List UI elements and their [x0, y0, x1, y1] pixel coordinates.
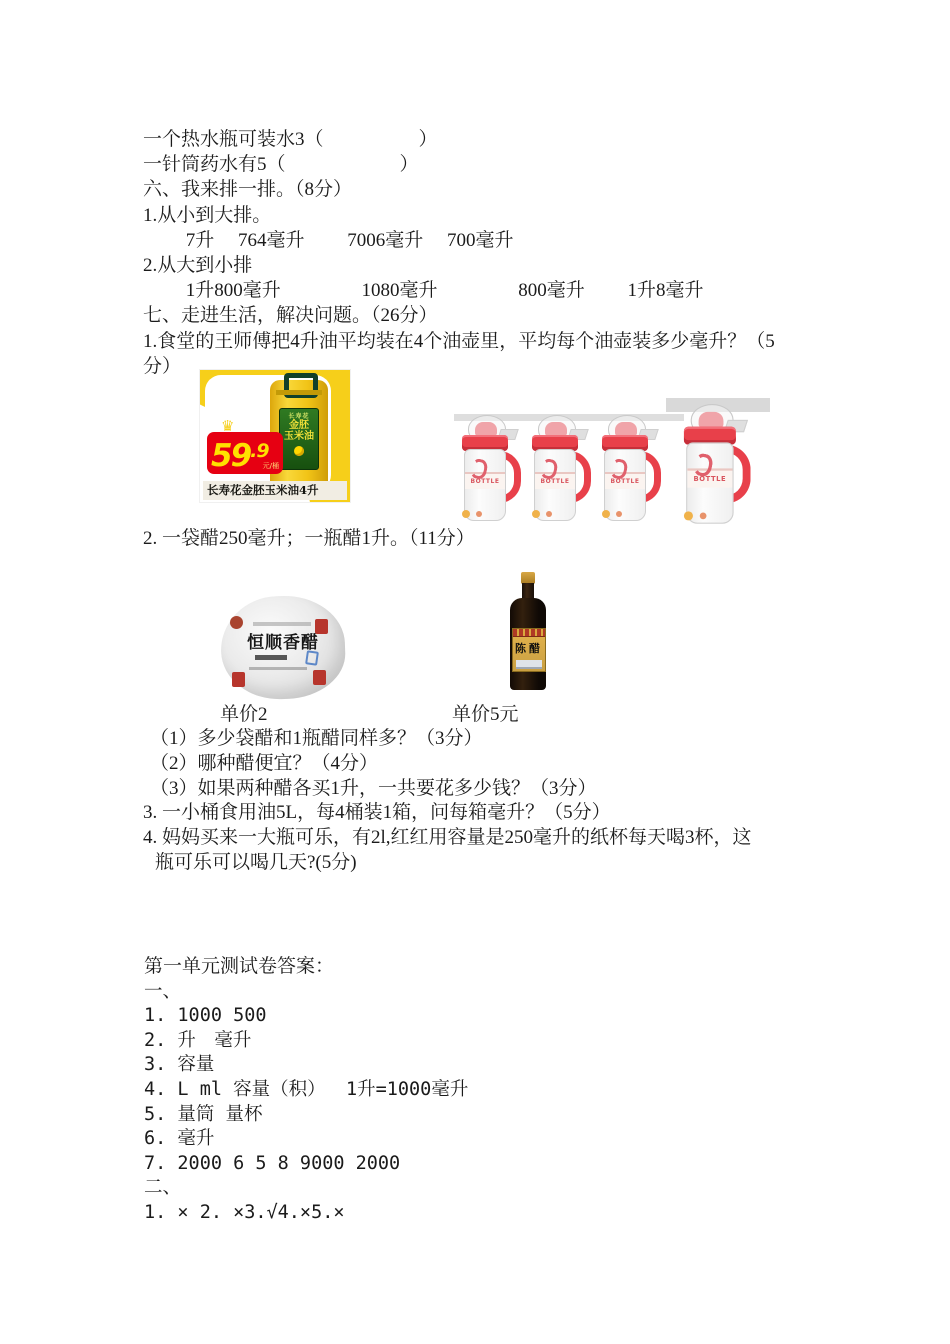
pot-label: BOTTLE: [535, 472, 575, 489]
question2-sub1: （1）多少袋醋和1瓶醋同样多？（3分）: [150, 728, 483, 749]
pot-label: BOTTLE: [687, 468, 732, 487]
answer-line: 二、: [144, 1177, 182, 1199]
price-unit: 元/桶: [262, 462, 279, 470]
answer-line: 4. L ml 容量（积） 1升=1000毫升: [144, 1078, 469, 1100]
bag-stamp: [313, 670, 326, 685]
answer-line: 6. 毫升: [144, 1128, 215, 1150]
oil-label-line2: 玉米油: [284, 431, 314, 442]
question1-line1: 1.食堂的王师傅把4升油平均装在4个油壶里，平均每个油壶装多少毫升？（5: [143, 330, 775, 352]
price-decimal: .9: [250, 440, 269, 462]
oil-bottle-label: [279, 408, 319, 470]
fill-blank-line-thermos: 一个热水瓶可装水3（ ）: [143, 129, 438, 150]
vinegar-bottle-image: [505, 572, 551, 692]
bottle-label: [512, 628, 546, 672]
oil-pot-illustration: [595, 415, 657, 521]
question3-line: 3. 一小桶食用油5L，每4桶装1箱，问每箱毫升？（5分）: [143, 802, 611, 824]
oil-brand-text: 长寿花: [288, 413, 310, 420]
section7-title: 七、走进生活，解决问题。（26分）: [143, 305, 438, 327]
sort-ascending-values: 7升 764毫升 7006毫升 700毫升: [143, 229, 514, 251]
question2-sub3: （3）如果两种醋各买1升，一共要花多少钱？（3分）: [150, 777, 597, 799]
answer-line: 7. 2000 6 5 8 9000 2000: [144, 1152, 401, 1174]
questions-block-lower: [143, 727, 752, 876]
questions-block-top: [143, 127, 775, 379]
sort-ascending-label: 1.从小到大排。: [143, 204, 272, 226]
bag-small-text-row: [253, 622, 311, 626]
answer-line: 1. 1000 500: [144, 1005, 267, 1027]
oil-pot-illustration: [455, 415, 517, 521]
section6-title: 六、我来排一排。（8分）: [143, 179, 353, 201]
sort-descending-label: 2.从大到小排: [143, 255, 253, 277]
bag-quality-logo: [305, 650, 319, 666]
answer-line: 2. 升 毫升: [144, 1029, 252, 1051]
bottle-label-band: [513, 629, 545, 637]
pot-body: [604, 449, 646, 521]
pot-fruit-mark: [532, 510, 540, 518]
crown-icon: ♛: [221, 417, 235, 435]
bag-stamp: [232, 672, 245, 687]
oil-bottle-cap-line: [276, 390, 322, 395]
oil-label-line1: 金胚: [289, 420, 309, 431]
question4-line1: 4. 妈妈买来一大瓶可乐，有2l,红红用容量是250毫升的纸杯每天喝3杯，这: [143, 827, 752, 849]
question4-line2: 瓶可乐可以喝几天?(5分): [155, 851, 357, 873]
bag-volume-row: [255, 655, 287, 660]
bag-price-label: 单价2: [220, 704, 268, 725]
sort-descending-values: 1升800毫升 1080毫升 800毫升 1升8毫升: [143, 280, 704, 302]
answer-line: 1. × 2. ×3.√4.×5.×: [144, 1201, 345, 1223]
vinegar-bag-image: [221, 596, 345, 699]
oil-label-badge: [294, 446, 304, 456]
bottle-price-label: 单价5元: [452, 704, 519, 725]
pot-body: [686, 442, 733, 523]
answer-line: 3. 容量: [144, 1054, 215, 1076]
fill-blank-line-syringe: 一针筒药水有5（ ）: [143, 154, 419, 176]
pot-body: [464, 449, 506, 521]
pot-label: BOTTLE: [605, 472, 645, 489]
price-tag: [207, 417, 283, 474]
pot-fruit-mark: [684, 511, 693, 520]
oil-pots-image: [452, 398, 770, 522]
corn-oil-promo-image: [199, 369, 351, 503]
oil-pot-illustration: [525, 415, 587, 521]
oil-pot-illustration-large: [676, 404, 746, 524]
answer-line: 一、: [144, 980, 182, 1002]
bag-small-text-row2: [249, 667, 307, 670]
answer-line: 5. 量筒 量杯: [144, 1103, 263, 1125]
question2-line: 2. 一袋醋250毫升；一瓶醋1升。（11分）: [143, 528, 475, 549]
pot-body: [534, 449, 576, 521]
promo-caption: 长寿花金胚玉米油4升: [203, 481, 347, 500]
pot-label: BOTTLE: [465, 472, 505, 489]
answer-key-title: 第一单元测试卷答案：: [144, 956, 335, 977]
pot-fruit-mark: [602, 510, 610, 518]
price-int: 59: [211, 438, 251, 474]
question1-line2: 分）: [143, 355, 182, 377]
bag-brand-text: 恒顺香醋: [247, 633, 319, 653]
question2-sub2: （2）哪种醋便宜？（4分）: [150, 752, 379, 774]
bottle-label-text: 陈醋: [515, 642, 543, 655]
pot-fruit-mark: [462, 510, 470, 518]
price-value: [211, 433, 269, 474]
bottle-label-footer: [516, 660, 542, 669]
answer-key-block: [144, 955, 468, 1226]
